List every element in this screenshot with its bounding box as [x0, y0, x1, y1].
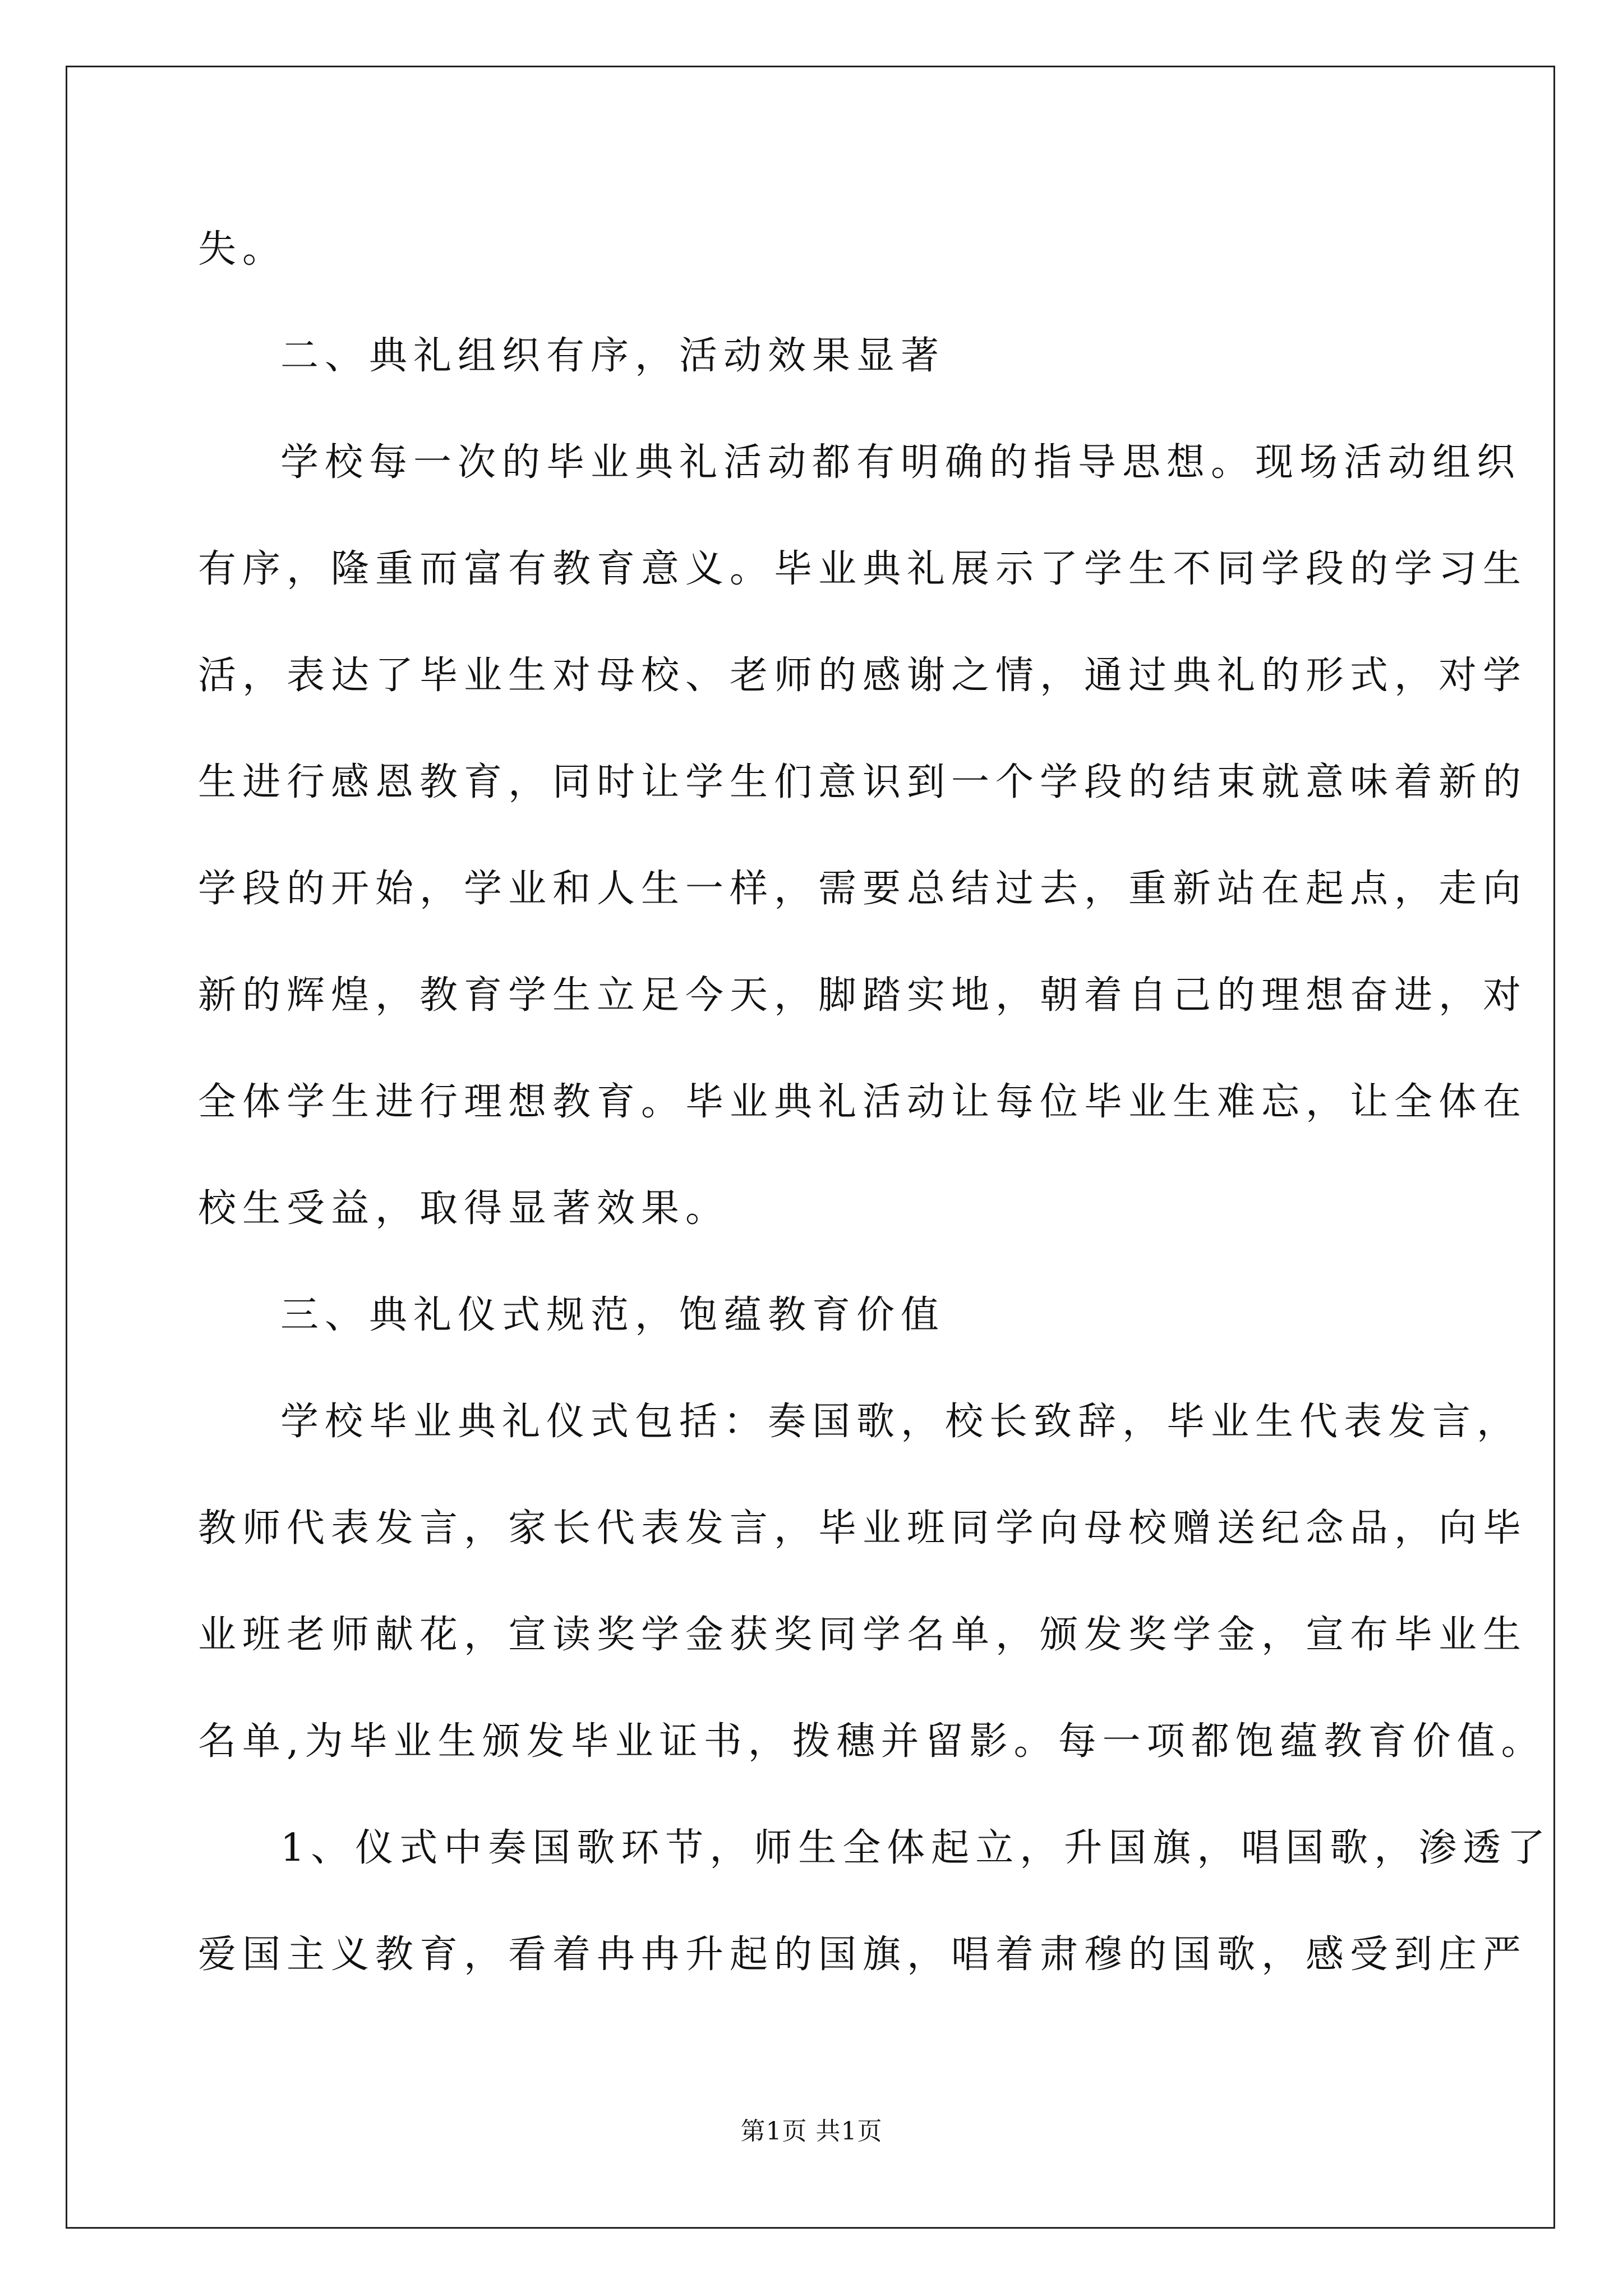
- text-line: 生进行感恩教育，同时让学生们意识到一个学段的结束就意味着新的: [198, 760, 1528, 804]
- text-line: 教师代表发言，家长代表发言，毕业班同学向母校赠送纪念品，向毕: [198, 1506, 1528, 1550]
- text-line: 1、仪式中奏国歌环节，师生全体起立，升国旗，唱国歌，渗透了: [280, 1826, 1552, 1870]
- text-line: 学段的开始，学业和人生一样，需要总结过去，重新站在起点，走向: [198, 867, 1528, 911]
- text-line: 校生受益，取得显著效果。: [198, 1186, 730, 1231]
- text-line: 业班老师献花，宣读奖学金获奖同学名单，颁发奖学金，宣布毕业生: [198, 1613, 1528, 1657]
- text-line: 学校毕业典礼仪式包括：奏国歌，校长致辞，毕业生代表发言，: [280, 1400, 1521, 1444]
- text-line: 名单,为毕业生颁发毕业证书，拨穗并留影。每一项都饱蕴教育价值。: [198, 1719, 1546, 1764]
- page-number: 第1页 共1页: [740, 2117, 883, 2146]
- section-heading: 二、典礼组织有序，活动效果显著: [280, 334, 946, 378]
- text-line: 爱国主义教育，看着冉冉升起的国旗，唱着肃穆的国歌，感受到庄严: [198, 1932, 1528, 1977]
- text-line: 学校每一次的毕业典礼活动都有明确的指导思想。现场活动组织: [280, 440, 1521, 485]
- text-line: 有序，隆重而富有教育意义。毕业典礼展示了学生不同学段的学习生: [198, 547, 1528, 591]
- text-line: 活，表达了毕业生对母校、老师的感谢之情，通过典礼的形式，对学: [198, 654, 1528, 698]
- text-line: 新的辉煌，教育学生立足今天，脚踏实地，朝着自己的理想奋进，对: [198, 973, 1528, 1018]
- text-line: 全体学生进行理想教育。毕业典礼活动让每位毕业生难忘，让全体在: [198, 1080, 1528, 1124]
- text-line: 失。: [198, 227, 287, 272]
- page-frame: [66, 66, 1555, 2229]
- section-heading: 三、典礼仪式规范，饱蕴教育价值: [280, 1293, 946, 1337]
